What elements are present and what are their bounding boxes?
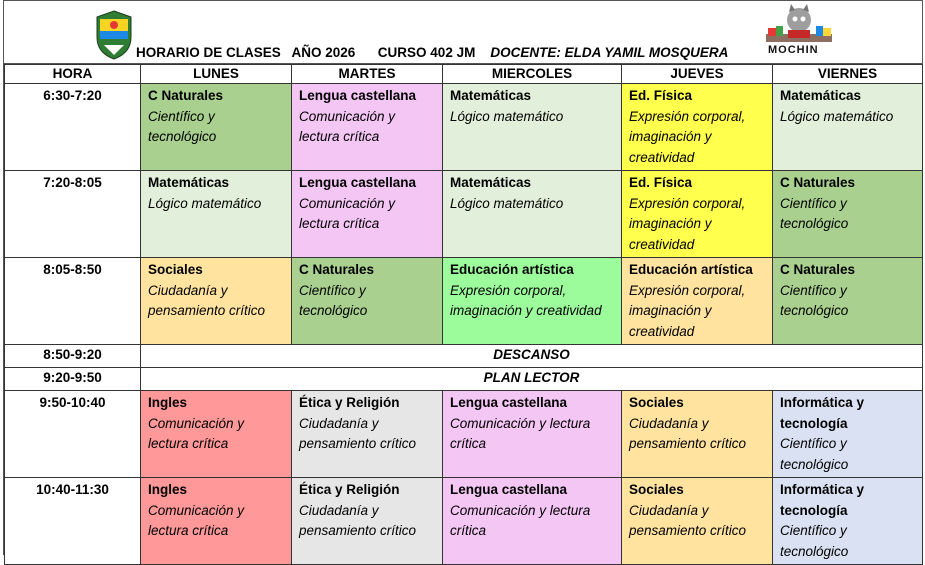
class-cell <box>773 478 923 565</box>
subject: Ed. Física <box>629 88 693 103</box>
class-cell <box>141 478 292 565</box>
subject: Lengua castellana <box>450 482 568 497</box>
class-cell <box>773 171 923 258</box>
hora-cell: 6:30-7:20 <box>5 84 141 171</box>
plan-lector-cell: PLAN LECTOR <box>141 368 923 391</box>
timetable <box>4 64 923 565</box>
subject: Matemáticas <box>450 88 532 103</box>
subject: Educación artística <box>450 262 574 277</box>
class-cell <box>773 84 923 171</box>
subject: C Naturales <box>780 262 856 277</box>
hora-cell: 9:20-9:50 <box>5 368 141 391</box>
subject: Matemáticas <box>450 175 532 190</box>
area: Comunicación y lectura crítica <box>299 195 396 231</box>
area: Científico y tecnológico <box>299 282 368 318</box>
class-cell <box>141 258 292 345</box>
subject: Ed. Física <box>629 175 693 190</box>
subject: Sociales <box>148 262 203 277</box>
class-cell <box>622 478 773 565</box>
area: Lógico matemático <box>148 195 262 211</box>
subject: C Naturales <box>780 175 856 190</box>
table-row <box>5 368 923 391</box>
col-header-miercoles: MIERCOLES <box>443 65 622 84</box>
table-row <box>5 478 923 565</box>
table-row <box>5 345 923 368</box>
class-cell <box>443 258 622 345</box>
header <box>4 0 922 64</box>
logo-text: MOCHIN <box>768 44 819 56</box>
class-cell <box>141 171 292 258</box>
area: Lógico matemático <box>450 195 564 211</box>
title-main: HORARIO DE CLASES AÑO 2026 CURSO 402 JM <box>136 45 476 60</box>
col-header-martes: MARTES <box>292 65 443 84</box>
area: Científico y tecnológico <box>780 195 849 231</box>
area: Ciudadanía y pensamiento crítico <box>629 502 747 538</box>
area: Científico y tecnológico <box>780 436 849 472</box>
class-cell <box>773 391 923 478</box>
table-row <box>5 391 923 478</box>
subject: Educación artística <box>629 262 753 277</box>
area: Ciudadanía y pensamiento crítico <box>629 415 747 451</box>
area: Comunicación y lectura crítica <box>450 415 591 451</box>
area: Ciudadanía y pensamiento crítico <box>148 282 266 318</box>
hora-cell: 9:50-10:40 <box>5 391 141 478</box>
area: Lógico matemático <box>780 108 894 124</box>
area: Expresión corporal, imaginación y creatividad <box>629 195 746 252</box>
table-row <box>5 84 923 171</box>
class-cell <box>141 84 292 171</box>
subject: Informática y tecnología <box>780 482 865 518</box>
hora-cell: 7:20-8:05 <box>5 171 141 258</box>
class-cell <box>292 84 443 171</box>
hora-cell: 10:40-11:30 <box>5 478 141 565</box>
col-header-jueves: JUEVES <box>622 65 773 84</box>
area: Ciudadanía y pensamiento crítico <box>299 502 417 538</box>
subject: Matemáticas <box>148 175 230 190</box>
class-cell <box>443 84 622 171</box>
header-row <box>5 65 923 84</box>
class-cell <box>622 171 773 258</box>
subject: Lengua castellana <box>299 175 417 190</box>
class-cell <box>443 478 622 565</box>
subject: Ética y Religión <box>299 482 400 497</box>
hora-cell: 8:50-9:20 <box>5 345 141 368</box>
hora-cell: 8:05-8:50 <box>5 258 141 345</box>
area: Expresión corporal, imaginación y creatividad <box>629 108 746 165</box>
subject: Ingles <box>148 482 188 497</box>
class-cell <box>622 258 773 345</box>
subject: Lengua castellana <box>450 395 568 410</box>
area: Expresión corporal, imaginación y creatividad <box>629 282 746 339</box>
class-cell <box>443 171 622 258</box>
subject: Sociales <box>629 482 684 497</box>
class-cell <box>622 84 773 171</box>
subject: Sociales <box>629 395 684 410</box>
class-cell <box>443 391 622 478</box>
area: Lógico matemático <box>450 108 564 124</box>
area: Científico y tecnológico <box>148 108 217 144</box>
subject: C Naturales <box>299 262 375 277</box>
class-cell <box>292 258 443 345</box>
class-cell <box>292 391 443 478</box>
area: Científico y tecnológico <box>780 282 849 318</box>
class-cell <box>773 258 923 345</box>
area: Comunicación y lectura crítica <box>299 108 396 144</box>
subject: Ingles <box>148 395 188 410</box>
school-crest-icon <box>94 9 134 61</box>
table-row <box>5 171 923 258</box>
subject: Ética y Religión <box>299 395 400 410</box>
area: Expresión corporal, imaginación y creatividad <box>450 282 602 318</box>
class-cell <box>622 391 773 478</box>
col-header-viernes: VIERNES <box>773 65 923 84</box>
subject: Informática y tecnología <box>780 395 865 431</box>
subject: Matemáticas <box>780 88 862 103</box>
descanso-cell: DESCANSO <box>141 345 923 368</box>
area: Científico y tecnológico <box>780 523 849 559</box>
page-title <box>136 45 728 60</box>
class-cell <box>292 478 443 565</box>
class-cell <box>141 391 292 478</box>
schedule-sheet <box>3 0 923 559</box>
cat-mascot-icon <box>764 4 834 46</box>
col-header-hora: HORA <box>5 65 141 84</box>
teacher-name: DOCENTE: ELDA YAMIL MOSQUERA <box>490 45 729 60</box>
area: Comunicación y lectura crítica <box>450 502 591 538</box>
subject: Lengua castellana <box>299 88 417 103</box>
subject: C Naturales <box>148 88 224 103</box>
area: Ciudadanía y pensamiento crítico <box>299 415 417 451</box>
col-header-lunes: LUNES <box>141 65 292 84</box>
area: Comunicación y lectura crítica <box>148 502 245 538</box>
mochin-logo <box>764 4 834 62</box>
table-row <box>5 258 923 345</box>
area: Comunicación y lectura crítica <box>148 415 245 451</box>
class-cell <box>292 171 443 258</box>
